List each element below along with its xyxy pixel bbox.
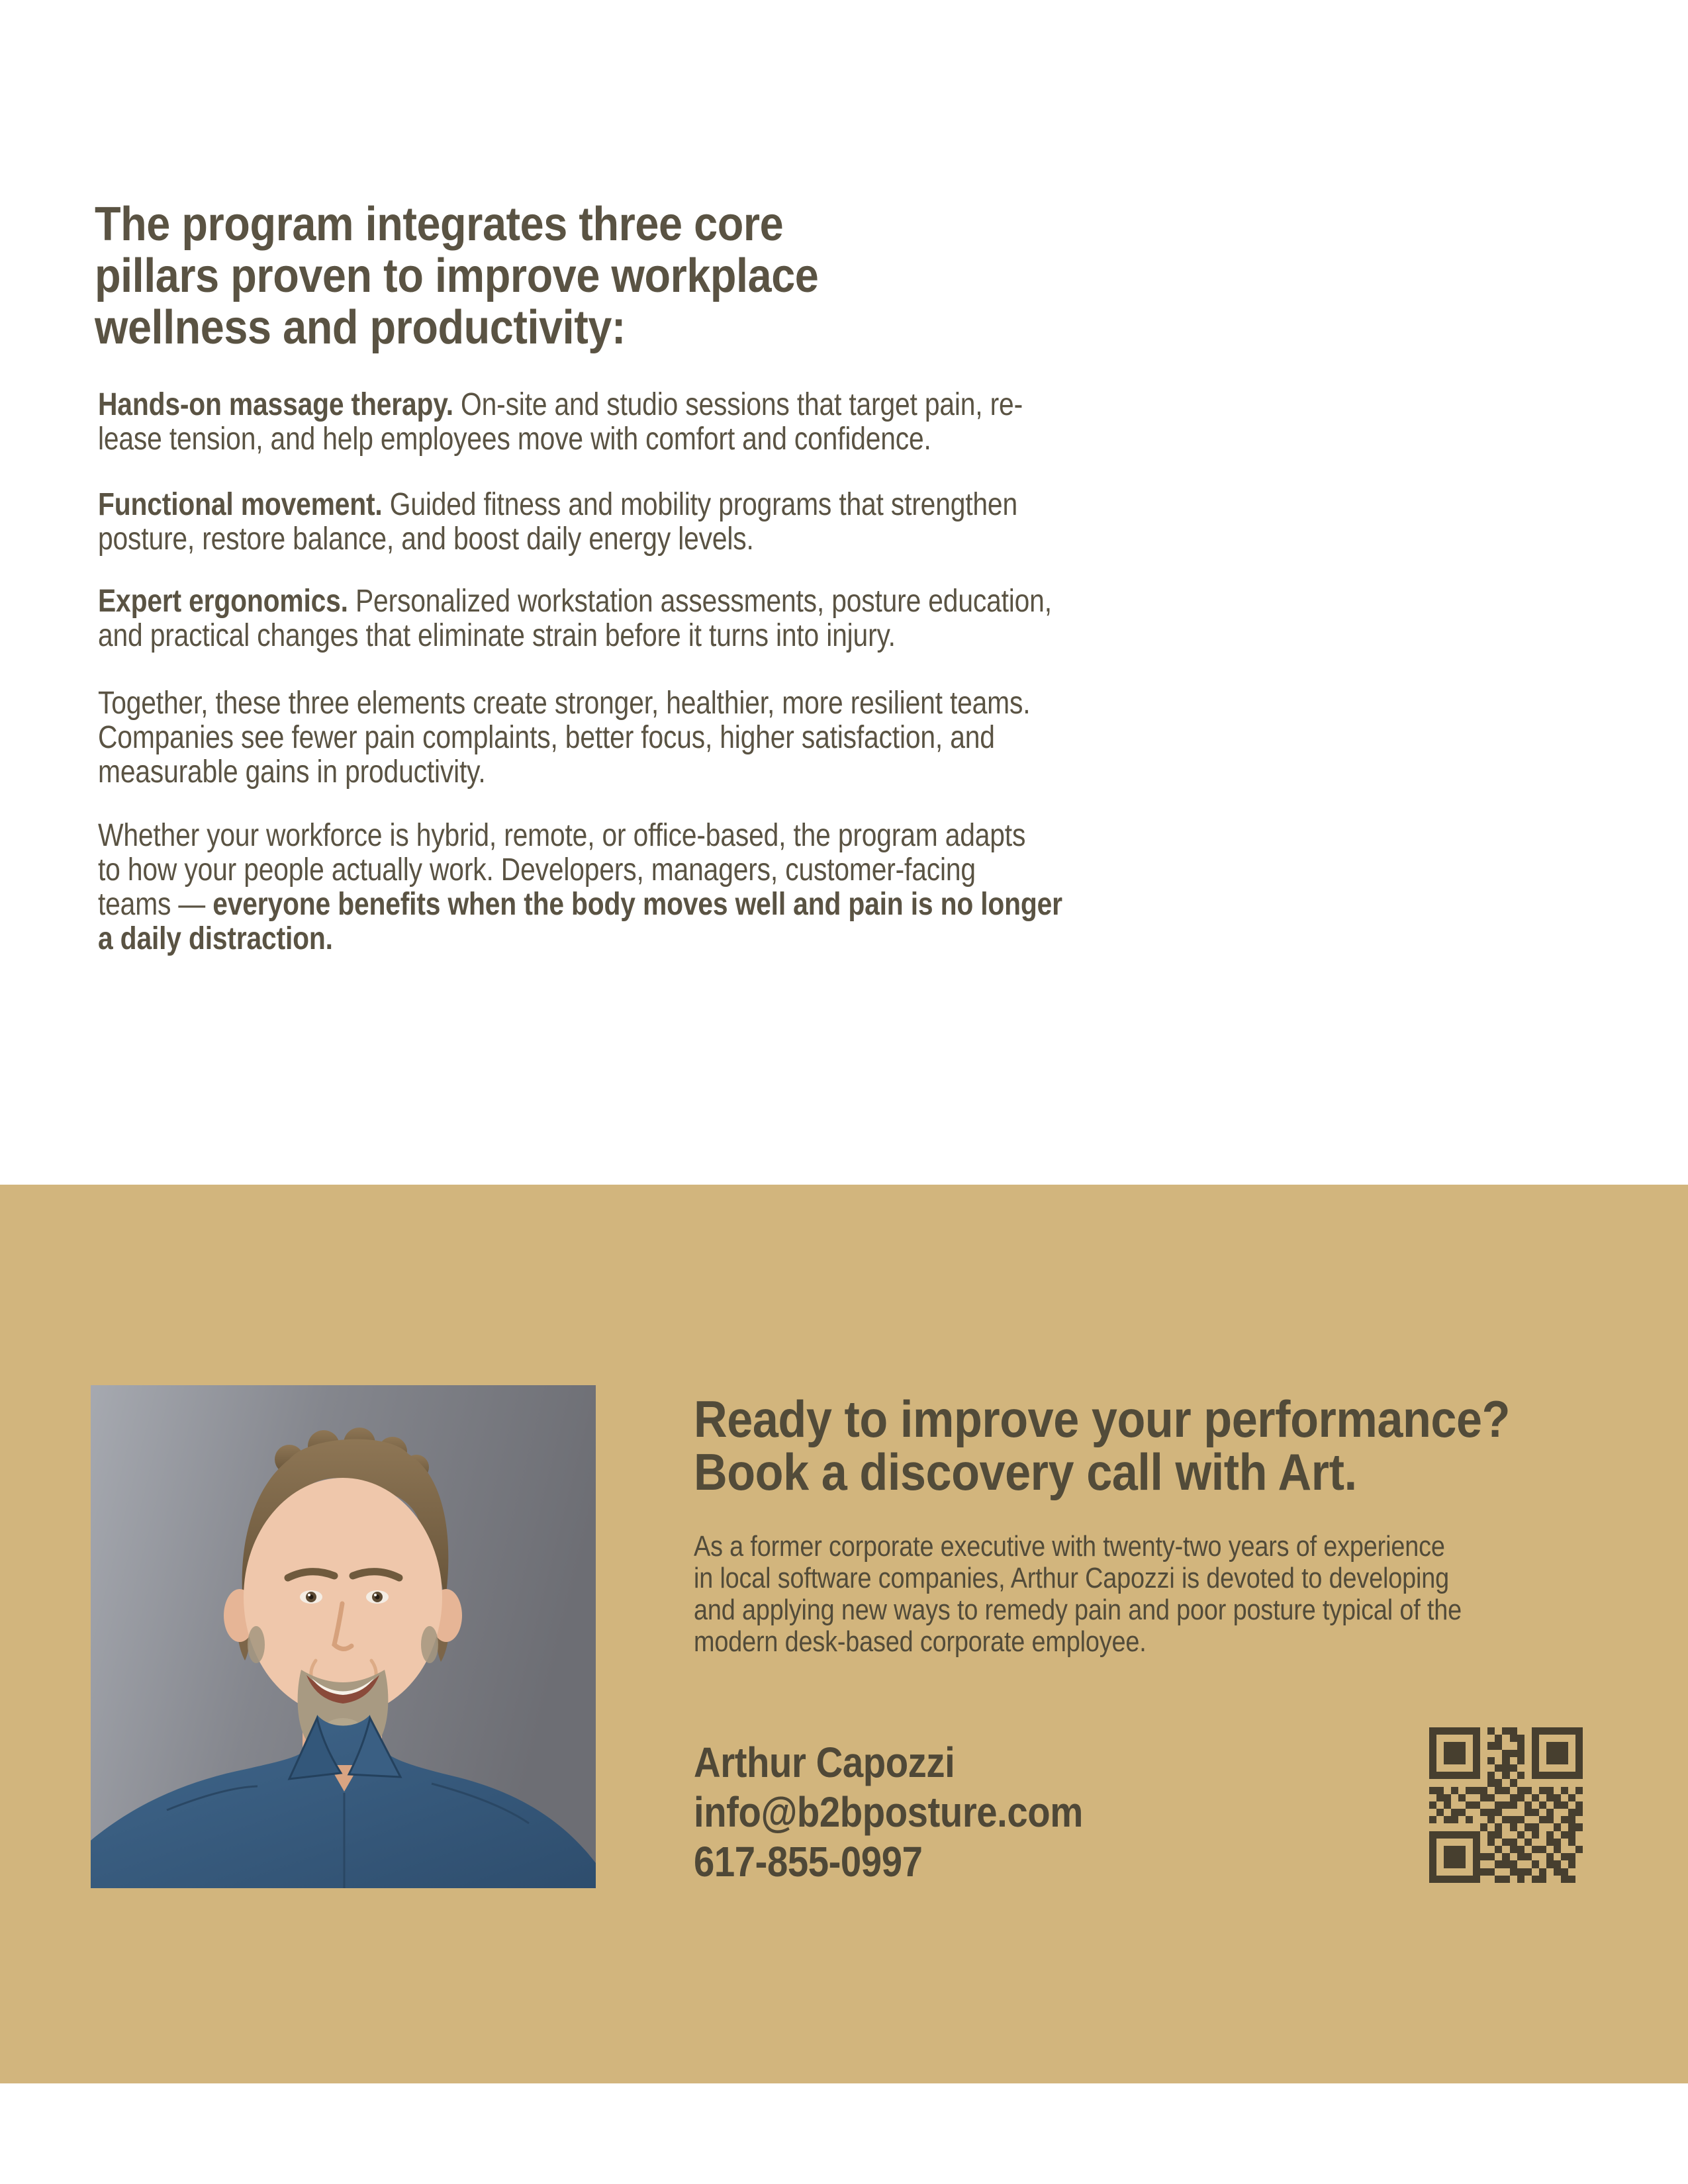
portrait-photo [91,1385,596,1888]
intro-heading: The program integrates three core pillars proven to improve workplace wellness and productivity: [95,198,819,354]
contact-email: info@b2bposture.com [694,1788,1083,1836]
sideburn-left [248,1626,265,1663]
contact-name: Arthur Capozzi [694,1739,955,1786]
contact-block [694,1738,1083,1887]
pillar-movement-paragraph: Functional movement. Guided fitness and mobility programs that strengthen posture, restore balance, and boost daily energy levels. [98,487,1017,557]
qr-code [1429,1727,1583,1883]
pillar-ergonomics-paragraph: Expert ergonomics. Personalized workstation assessments, posture education, and practical changes that eliminate strain before it turns into injury. [98,584,1052,653]
pillar-massage-paragraph: Hands-on massage therapy. On-site and studio sessions that target pain, re- lease tension, and help employees move with comfort and confidence. [98,387,1023,457]
face [244,1478,442,1716]
cta-bio-paragraph: As a former corporate executive with twenty-two years of experience in local software companies, Arthur Capozzi is devoted to developing and applying new ways to remedy pain and poor posture typical of the modern desk-based corporate employee. [694,1530,1462,1658]
contact-phone: 617-855-0997 [694,1838,923,1886]
adaptability-paragraph: Whether your workforce is hybrid, remote, or office-based, the program adapts to how your people actually work. Developers, managers, customer-facing teams — everyone benefits when the body moves well and pain is no longer a daily distraction. [98,818,1062,956]
cta-heading: Ready to improve your performance? Book a discovery call with Art. [694,1390,1511,1501]
outcomes-paragraph: Together, these three elements create stronger, healthier, more resilient teams. Companies see fewer pain complaints, better focus, higher satisfaction, and measurable gains in productivity. [98,686,1031,790]
sideburn-right [421,1626,438,1663]
portrait-illustration [91,1385,596,1888]
